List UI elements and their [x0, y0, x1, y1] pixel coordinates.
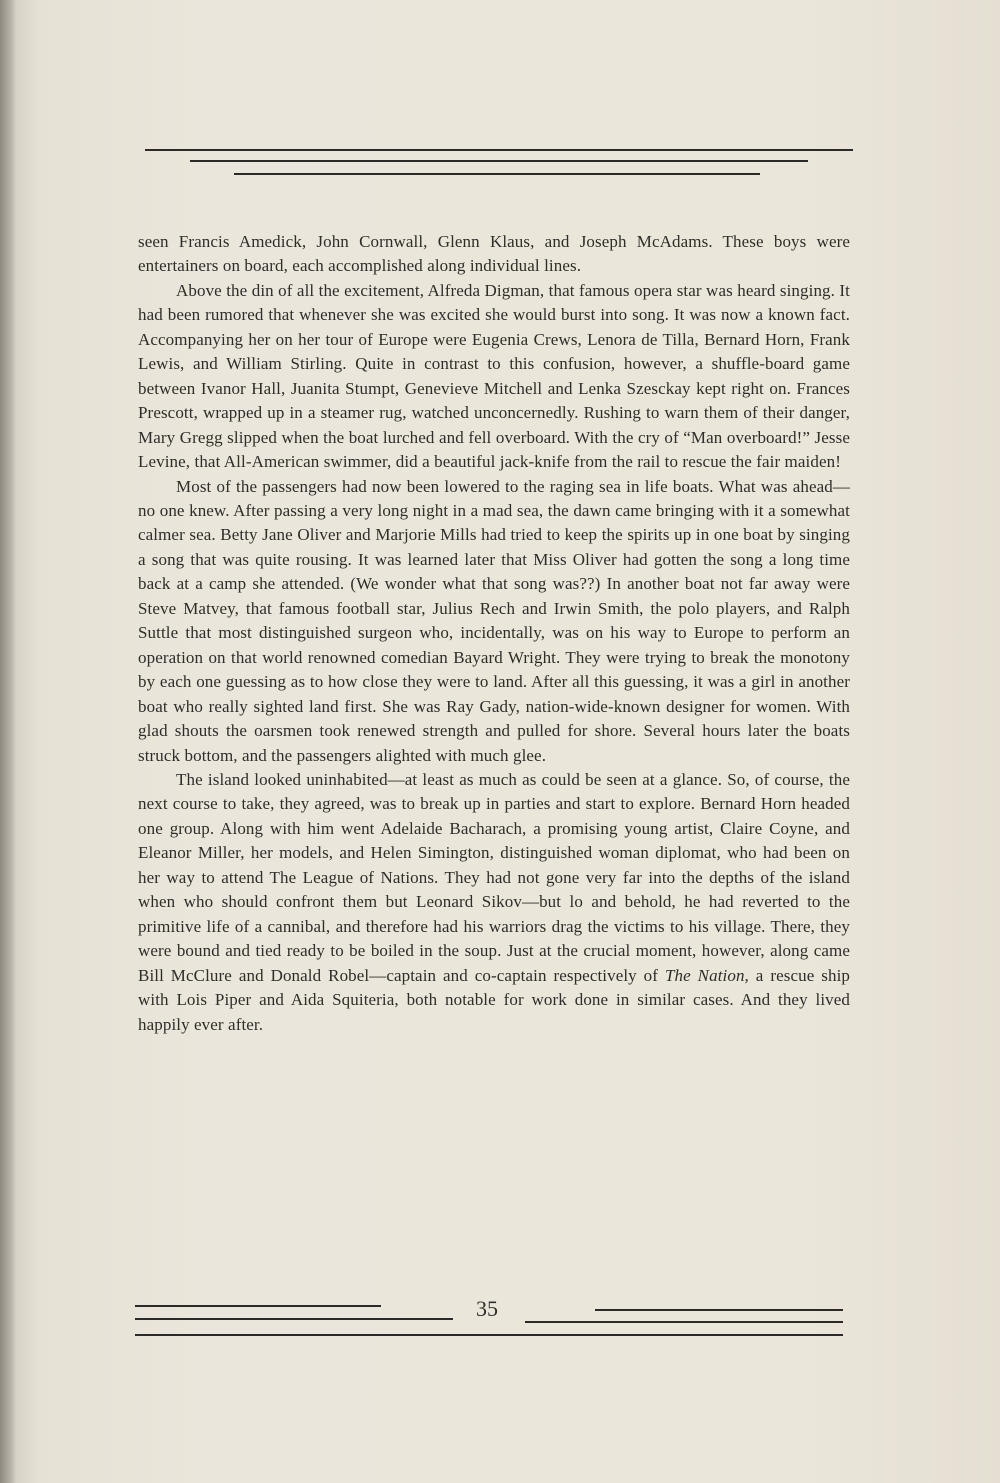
ship-name: The Nation, — [664, 965, 749, 985]
footer-rule-right-long — [525, 1321, 843, 1323]
paragraph-4-after: a rescue ship with Lois Piper and Aida Squiteria, both notable for work done in similar cases. And they lived happily ever after. — [138, 965, 850, 1034]
paragraph-4 — [138, 768, 850, 1037]
header-rule-bottom — [234, 173, 760, 175]
footer-rule-full — [135, 1334, 843, 1336]
paragraph-3: Most of the passengers had now been lowered to the raging sea in life boats. What was ahead—no one knew. After passing a very long night in a mad sea, the dawn came bringing with it a somewhat calmer sea. Betty Jane Oliver and Marjorie Mills had tried to keep the spirits up in one boat by singing a song that was quite rousing. It was learned later that Miss Oliver had gotten the song a long time back at a camp she attended. (We wonder what that song was??) In another boat not far away were Steve Matvey, that famous football star, Julius Rech and Irwin Smith, the polo players, and Ralph Suttle that most distinguished surgeon who, incidentally, was on his way to Europe to perform an operation on that world renowned comedian Bayard Wright. They were trying to break the monotony by each one guessing as to how close they were to land. After all this guessing, it was a girl in another boat who really sighted land first. She was Ray Gady, nation-wide-known designer for women. With glad shouts the oarsmen took renewed strength and pulled for shore. Several hours later the boats struck bottom, and the passengers alighted with much glee. — [138, 476, 850, 765]
header-rule-top — [145, 149, 853, 151]
footer-rule-right-short — [595, 1309, 843, 1311]
header-rule-middle — [190, 160, 808, 162]
page-number: 35 — [476, 1296, 498, 1321]
paragraph-1: seen Francis Amedick, John Cornwall, Glenn Klaus, and Joseph McAdams. These boys were entertainers on board, each accomplished along individual lines. — [138, 232, 850, 276]
paragraph-2: Above the din of all the excitement, Alfreda Digman, that famous opera star was heard singing. It had been rumored that whenever she was excited she would burst into song. It was now a known fact. Accompanying her on her tour of Europe were Eugenia Crews, Lenora de Tilla, Bernard Horn, Frank Lewis, and William Stirling. Quite in contrast to this confusion, however, a shuffle-board game between Ivanor Hall, Juanita Stumpt, Genevieve Mitchell and Lenka Szesckay kept right on. Frances Prescott, wrapped up in a steamer rug, watched unconcernedly. Rushing to warn them of their danger, Mary Gregg slipped when the boat lurched and fell overboard. With the cry of “Man overboard!” Jesse Levine, that All-American swimmer, did a beautiful jack-knife from the rail to rescue the fair maiden! — [138, 280, 850, 472]
paragraph-4-before: The island looked uninhabited—at least as much as could be seen at a glance. So, of course, the next course to take, they agreed, was to break up in parties and start to explore. Bernard Horn headed one group. Along with him went Adelaide Bacharach, a promising young artist, Claire Coyne, and Eleanor Miller, her models, and Helen Simington, distinguished woman diplomat, who had been on her way to attend The League of Nations. They had not gone very far into the depths of the island when who should confront them but Leonard Sikov—but lo and behold, he had reverted to the primitive life of a cannibal, and therefore had his warriors drag the victims to his village. There, they were bound and tied ready to be boiled in the soup. Just at the crucial moment, however, along came Bill McClure and Donald Robel—captain and co-captain respectively of — [138, 769, 850, 985]
footer-rule-left-short — [135, 1305, 381, 1307]
binding-shadow — [0, 0, 16, 1483]
body-text — [138, 230, 850, 1037]
footer-rule-left-long — [135, 1318, 453, 1320]
